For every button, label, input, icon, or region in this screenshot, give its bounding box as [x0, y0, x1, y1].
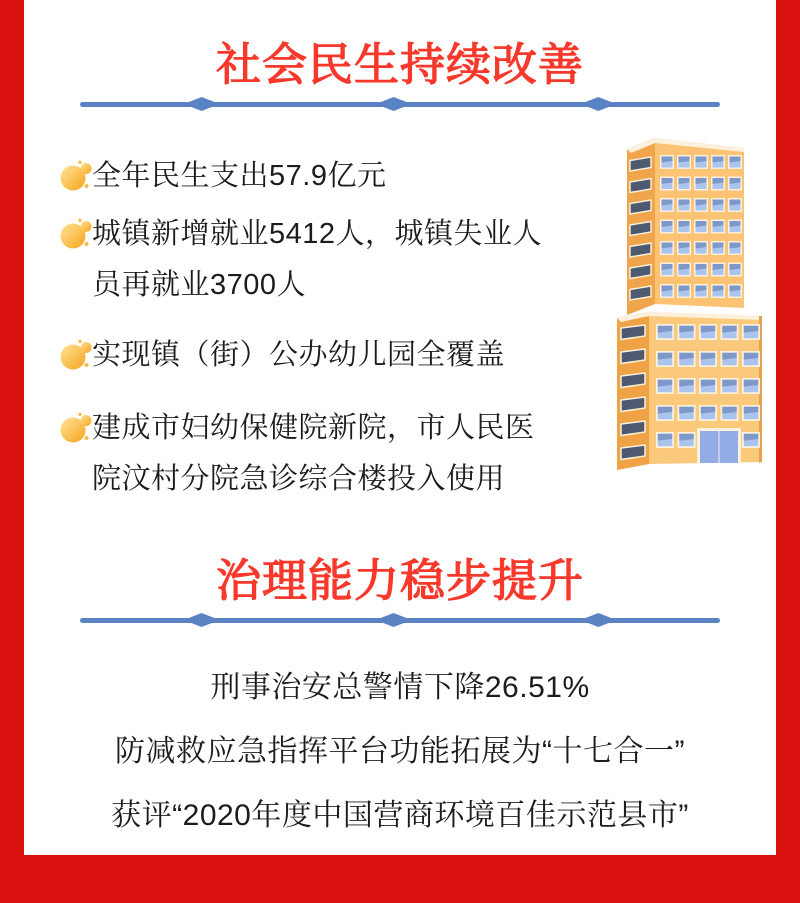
orange-dot-icon: [60, 218, 92, 250]
right-red-border: [776, 0, 800, 903]
list-item: [60, 330, 584, 381]
governance-lines: [24, 627, 776, 833]
list-item-text: 城镇新增就业5412人，城镇失业人员再就业3700人: [92, 218, 543, 301]
governance-line: 刑事治安总警情下降26.51%: [210, 671, 590, 704]
section-divider: [80, 613, 720, 627]
orange-dot-icon: [60, 339, 92, 371]
list-item: [60, 403, 584, 505]
governance-line: 获评“2020年度中国营商环境百佳示范县市”: [111, 799, 689, 832]
section-title-livelihood: 社会民生持续改善: [215, 39, 584, 90]
list-item: [60, 209, 584, 311]
diamond-icon: [376, 97, 412, 111]
list-item-text: 建成市妇幼保健院新院，市人民医院汶村分院急诊综合楼投入使用: [92, 412, 535, 495]
diamond-icon: [184, 613, 220, 627]
content-area: [24, 0, 776, 855]
list-item-text: 全年民生支出57.9亿元: [92, 160, 387, 192]
list-item-text: 实现镇（街）公办幼儿园全覆盖: [92, 339, 506, 371]
orange-dot-icon: [60, 160, 92, 192]
building-illustration: [615, 125, 765, 470]
section-divider: [80, 97, 720, 111]
diamond-icon: [376, 613, 412, 627]
diamond-icon: [580, 97, 616, 111]
list-item: [60, 151, 584, 202]
left-red-border: [0, 0, 24, 903]
bottom-red-band: [0, 855, 800, 903]
livelihood-body: [24, 111, 776, 521]
governance-line: 防减救应急指挥平台功能拓展为“十七合一”: [115, 735, 685, 768]
section-title-governance: 治理能力稳步提升: [215, 555, 584, 606]
orange-dot-icon: [60, 412, 92, 444]
livelihood-bullet-list: [24, 111, 584, 505]
diamond-icon: [184, 97, 220, 111]
diamond-icon: [580, 613, 616, 627]
